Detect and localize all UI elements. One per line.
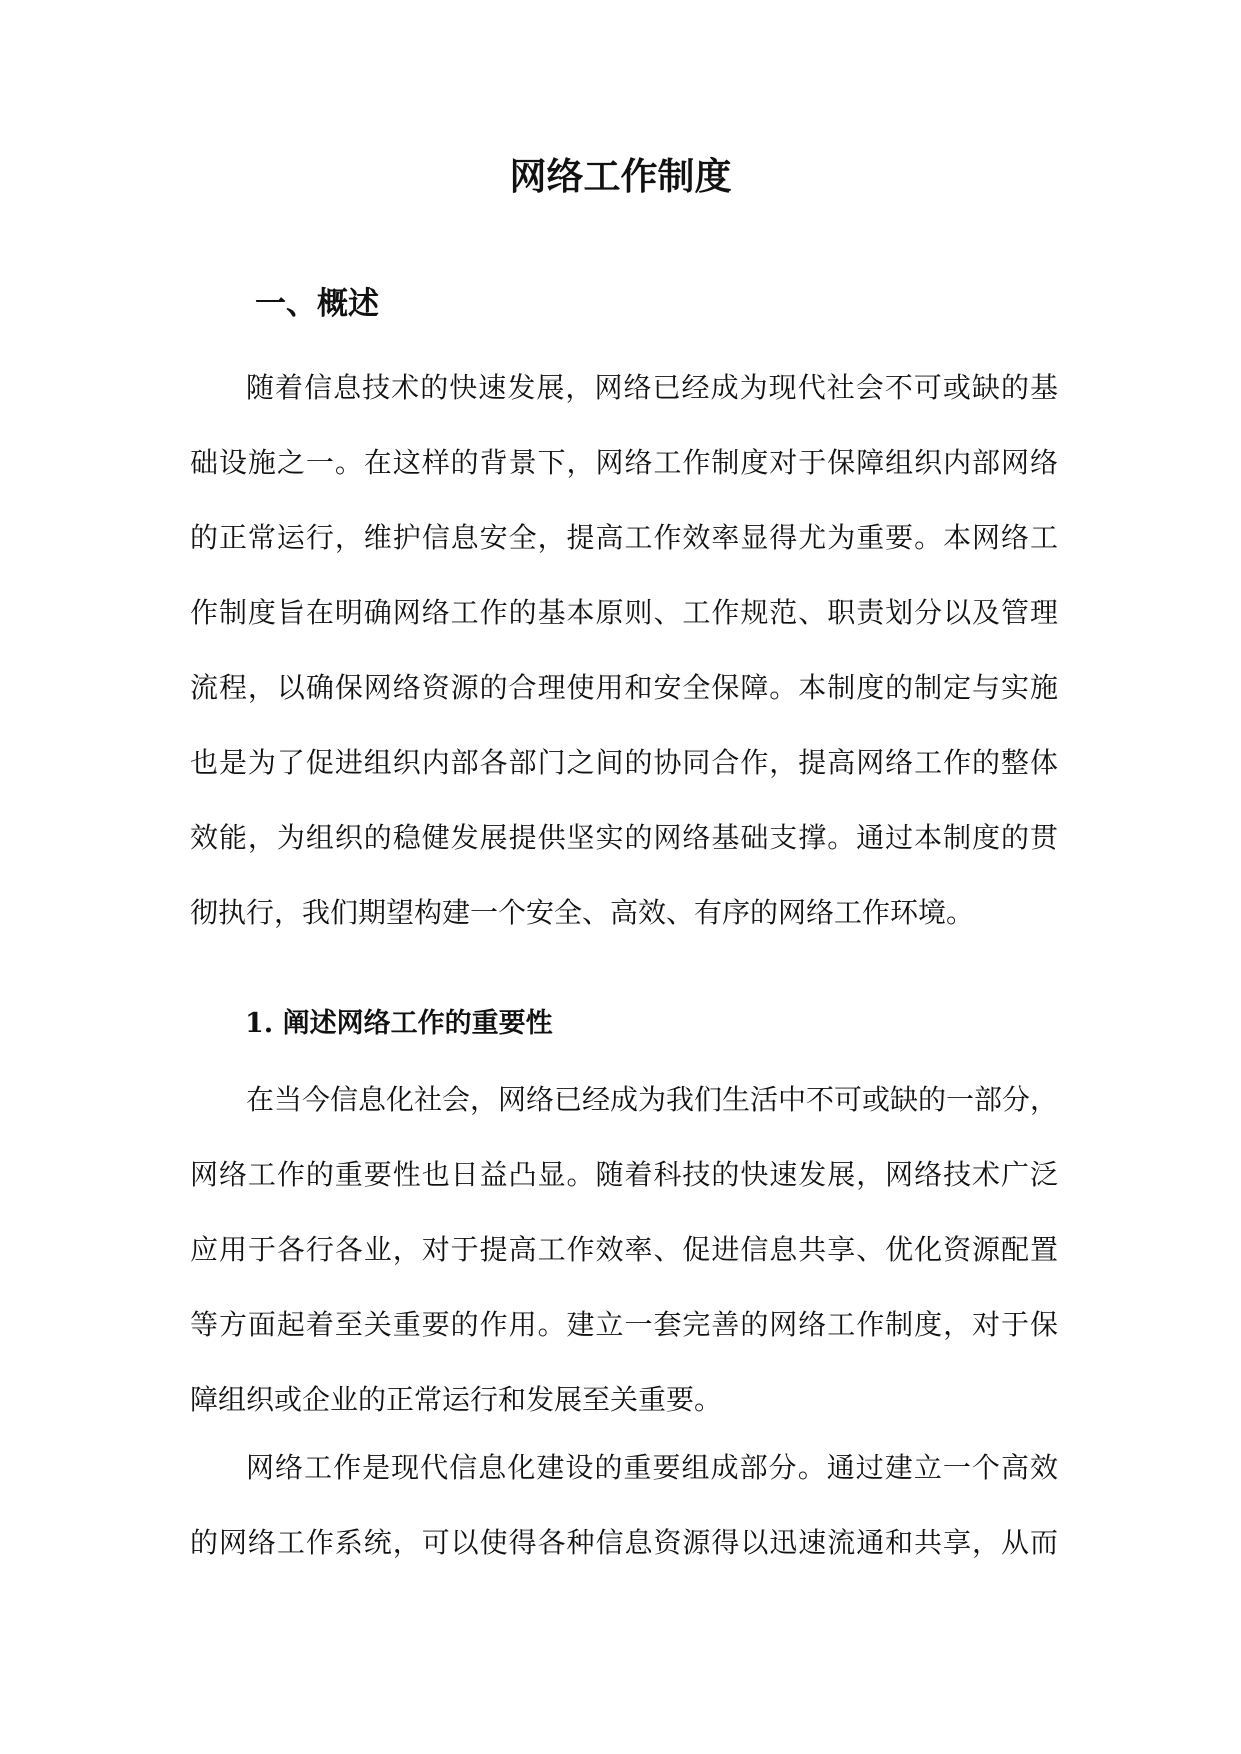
importance-paragraph-1 bbox=[190, 1062, 1058, 1437]
importance-paragraph-2 bbox=[190, 1430, 1058, 1580]
paragraph-line: 彻执行，我们期望构建一个安全、高效、有序的网络工作环境。 bbox=[190, 896, 975, 929]
paragraph-line: 的正常运行，维护信息安全，提高工作效率显得尤为重要。本网络工 bbox=[190, 521, 1058, 554]
paragraph-line: 网络工作是现代信息化建设的重要组成部分。通过建立一个高效 bbox=[246, 1451, 1058, 1484]
paragraph-line: 随着信息技术的快速发展，网络已经成为现代社会不可或缺的基 bbox=[246, 371, 1058, 404]
overview-paragraph bbox=[190, 350, 1058, 950]
paragraph-line: 在当今信息化社会，网络已经成为我们生活中不可或缺的一部分， bbox=[246, 1083, 1059, 1116]
paragraph-line: 等方面起着至关重要的作用。建立一套完善的网络工作制度，对于保 bbox=[190, 1308, 1058, 1341]
section-heading-overview: 一、概述 bbox=[255, 286, 379, 322]
paragraph-line: 也是为了促进组织内部各部门之间的协同合作，提高网络工作的整体 bbox=[190, 746, 1058, 779]
paragraph-line: 网络工作的重要性也日益凸显。随着科技的快速发展，网络技术广泛 bbox=[190, 1158, 1058, 1191]
paragraph-line: 障组织或企业的正常运行和发展至关重要。 bbox=[190, 1383, 723, 1416]
document-title: 网络工作制度 bbox=[509, 154, 732, 198]
paragraph-line: 应用于各行各业，对于提高工作效率、促进信息共享、优化资源配置 bbox=[190, 1233, 1058, 1266]
paragraph-line: 的网络工作系统，可以使得各种信息资源得以迅速流通和共享，从而 bbox=[190, 1526, 1058, 1559]
paragraph-line: 础设施之一。在这样的背景下，网络工作制度对于保障组织内部网络 bbox=[190, 446, 1058, 479]
paragraph-line: 效能，为组织的稳健发展提供坚实的网络基础支撑。通过本制度的贯 bbox=[190, 821, 1058, 854]
paragraph-line: 作制度旨在明确网络工作的基本原则、工作规范、职责划分以及管理 bbox=[190, 596, 1058, 629]
subsection-heading-importance: 1. 阐述网络工作的重要性 bbox=[245, 1008, 553, 1039]
paragraph-line: 流程，以确保网络资源的合理使用和安全保障。本制度的制定与实施 bbox=[190, 671, 1058, 704]
